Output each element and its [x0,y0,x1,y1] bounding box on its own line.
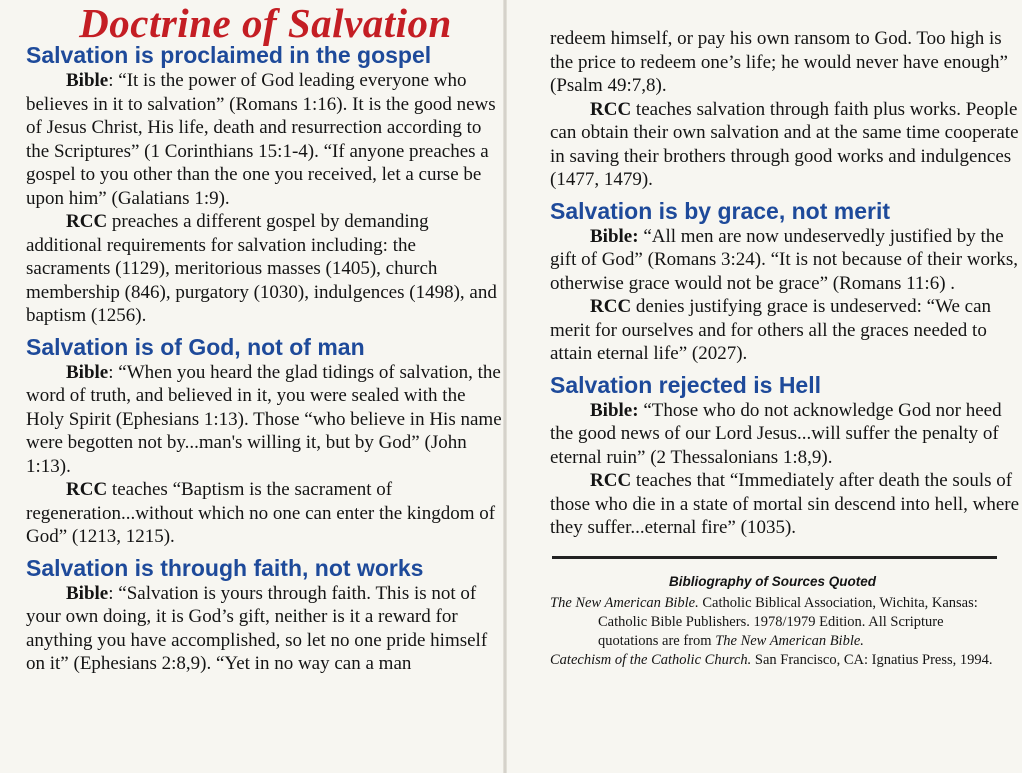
paragraph-bible-proclaimed [26,69,505,210]
paragraph-lead: Bible: [590,399,639,421]
bibliography-details: Catholic Biblical Association, Wichita, Kansas: Catholic Bible Publishers. 1978/1979 Edition. All Scripture quotations are from [598,594,978,649]
bibliography-entry [550,594,995,651]
paragraph-lead: RCC [66,479,108,500]
section-heading-hell: Salvation rejected is Hell [550,371,822,398]
bibliography-source-title: The New American Bible. [715,632,864,649]
paragraph-rcc-proclaimed [26,210,505,328]
paragraph-text: denies justifying grace is undeserved: “We can merit for ourselves and for others all the graces needed to attain eternal life” (2027). [550,296,992,364]
paragraph-text: teaches “Baptism is the sacrament of regeneration...without which no one can enter the kingdom of God” (1213, 1215). [26,479,496,547]
paragraph-lead: Bible [66,582,109,604]
paragraph-continuation: redeem himself, or pay his own ransom to God. Too high is the price to redeem one’s life; he would never have enough” (Psalm 49:7,8). [550,28,1008,96]
bibliography-source-title: The New American Bible. [550,594,699,611]
paragraph-text: “Those who do not acknowledge God nor heed the good news of our Lord Jesus...will suffer the penalty of eternal ruin” (2 Thessalonians 1:8,9). [550,399,1002,468]
paragraph-text: “All men are now undeservedly justified by the gift of God” (Romans 3:24). “It is not because of their works, otherwise grace would not be grace” (Romans 11:6) . [550,225,1019,294]
paragraph-rcc-faith [550,98,1022,192]
paragraph-text: : “Salvation is yours through faith. This is not of your own doing, it is God’s gift, neither is it a reward for anything you have accomplished, so let no one pride himself on it” (Ephesians 2:8,9). “Yet in no way can a man [26,582,488,674]
paragraph-lead: Bible: [590,225,639,247]
section-heading-grace: Salvation is by grace, not merit [550,197,890,224]
paragraph-lead: RCC [590,296,632,317]
bibliography-details: San Francisco, CA: Ignatius Press, 1994. [751,651,993,668]
section-heading-proclaimed: Salvation is proclaimed in the gospel [26,42,432,68]
paragraph-rcc-grace [550,295,1022,366]
bibliography-source-title: Catechism of the Catholic Church. [550,651,752,668]
paragraph-text: : “It is the power of God leading everyone who believes in it to salvation” (Romans 1:16). It is the good news of Jesus Christ, His life, death and resurrection according to the Scriptures” (1 Corinthians 15:1-4). “If anyone preaches a gospel to you other than the one you received, let a curse be upon him” (Galatians 1:9). [26,70,496,209]
paragraph-text: : “When you heard the glad tidings of salvation, the word of truth, and believed in it, you were sealed with the Holy Spirit (Ephesians 1:13). Those “who believe in His name were begotten not by...man's willing it, but by God” (John 1:13). [26,361,502,477]
section-heading-of-god: Salvation is of God, not of man [26,333,365,360]
paragraph-lead: Bible [66,70,109,91]
paragraph-lead: RCC [590,470,632,491]
paragraph-text: teaches that “Immediately after death the souls of those who die in a state of mortal sin descend into hell, where they suffer...eternal fire” (1035). [550,470,1020,538]
paragraph-bible-faith [26,582,505,676]
paragraph-text: preaches a different gospel by demanding additional requirements for salvation including: the sacraments (1129), meritorious masses (1405), church membership (846), purgatory (1030), indulgences (1498), and baptism (1256). [26,211,497,326]
bibliography-entry [550,651,995,670]
divider-rule [552,556,997,559]
paragraph-bible-of-god [26,361,505,479]
paragraph-lead: RCC [590,98,632,120]
left-page [0,0,505,773]
section-heading-faith: Salvation is through faith, not works [26,554,424,581]
paragraph-rcc-of-god [26,478,505,549]
paragraph-rcc-hell [550,469,1022,540]
right-page [505,0,1022,773]
paragraph-bible-hell [550,399,1022,470]
page-title: Doctrine of Salvation [79,0,452,46]
paragraph-lead: Bible [66,361,109,383]
paragraph-text: teaches salvation through faith plus works. People can obtain their own salvation and at the same time cooperate in saving their brothers through good works and indulgences (1477, 1479). [550,98,1019,190]
paragraph-bible-grace [550,225,1022,296]
bibliography-title: Bibliography of Sources Quoted [668,573,876,589]
paragraph-lead: RCC [66,211,108,232]
